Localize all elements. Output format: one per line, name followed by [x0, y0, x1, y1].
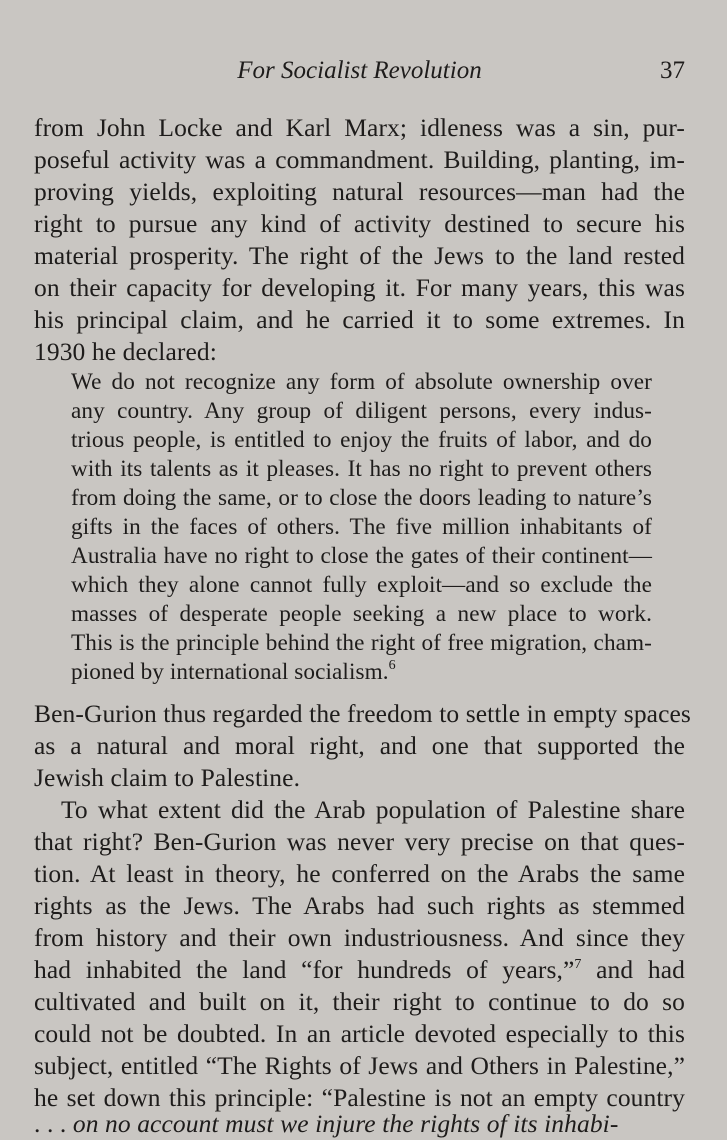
paragraph-3-line-1: To what extent did the Arab population of Palestine share	[61, 795, 685, 824]
running-head	[34, 56, 685, 86]
paragraph-3-line-10: he set down this principle: “Palestine is not an empty country	[34, 1083, 685, 1112]
quote-line-10: This is the principle behind the right of free migration, cham-	[71, 630, 652, 656]
quote-line-5: from doing the same, or to close the doors leading to nature’s	[71, 485, 652, 511]
paragraph-1-line-8: 1930 he declared:	[34, 337, 217, 366]
paragraph-3-line-4: rights as the Jews. The Arabs had such rights as stemmed	[34, 891, 685, 920]
paragraph-1-line-1: from John Locke and Karl Marx; idleness was a sin, pur-	[34, 113, 685, 142]
footnote-mark-6: 6	[388, 658, 396, 673]
paragraph-1-line-6: on their capacity for developing it. For many years, this was	[34, 273, 685, 302]
paragraph-1-line-3: proving yields, exploiting natural resources—man had the	[34, 177, 685, 206]
paragraph-3-line-5: from history and their own industriousness. And since they	[34, 923, 685, 952]
quote-line-11-text: pioned by international socialism.	[71, 659, 389, 685]
paragraph-2-line-1: Ben-Gurion thus regarded the freedom to settle in empty spaces	[34, 699, 691, 728]
quote-line-11	[71, 658, 652, 687]
paragraph-1-line-5: material prosperity. The right of the Jews to the land rested	[34, 241, 685, 270]
quote-line-4: with its talents as it pleases. It has no right to prevent others	[71, 456, 652, 482]
paragraph-3-line-9: subject, entitled “The Rights of Jews and Others in Palestine,”	[34, 1051, 685, 1080]
paragraph-1-line-2: poseful activity was a commandment. Building, planting, im-	[34, 145, 685, 174]
paragraph-3-line-11-start: . . .	[34, 1109, 73, 1138]
paragraph-3-line-3: tion. At least in theory, he conferred on the Arabs the same	[34, 859, 685, 888]
paragraph-1-line-7: his principal claim, and he carried it to some extremes. In	[34, 305, 685, 334]
quote-line-7: Australia have no right to close the gates of their continent—	[71, 543, 652, 569]
paragraph-3-line-11	[34, 1108, 685, 1140]
page-number: 37	[660, 57, 685, 84]
paragraph-3-line-11-italic: on no account must we injure the rights of its inhabi-	[72, 1109, 619, 1138]
quote-line-8: which they alone cannot fully exploit—and so exclude the	[71, 572, 652, 598]
paragraph-1-line-4: right to pursue any kind of activity destined to secure his	[34, 209, 685, 238]
paragraph-2-line-2: as a natural and moral right, and one that supported the	[34, 731, 685, 760]
quote-line-9: masses of desperate people seeking a new place to work.	[71, 601, 652, 627]
quote-line-2: any country. Any group of diligent persons, every indus-	[71, 398, 652, 424]
paragraph-3-line-7: cultivated and built on it, their right to continue to do so	[34, 987, 685, 1016]
paragraph-3-line-8: could not be doubted. In an article devoted especially to this	[34, 1019, 685, 1048]
quote-line-3: trious people, is entitled to enjoy the fruits of labor, and do	[71, 427, 652, 453]
paragraph-3-line-2: that right? Ben-Gurion was never very precise on that ques-	[34, 827, 685, 856]
paragraph-3-line-6-start: had inhabited the land “for hundreds of years,”	[34, 955, 575, 984]
paragraph-2-line-3: Jewish claim to Palestine.	[34, 763, 301, 792]
paragraph-3-line-6	[34, 954, 685, 986]
running-title: For Socialist Revolution	[237, 57, 482, 84]
quote-line-1: We do not recognize any form of absolute ownership over	[71, 369, 652, 395]
footnote-mark-7: 7	[574, 957, 582, 972]
quote-line-6: gifts in the faces of others. The five million inhabitants of	[71, 514, 652, 540]
paragraph-3-line-6-end: and had	[581, 955, 685, 984]
